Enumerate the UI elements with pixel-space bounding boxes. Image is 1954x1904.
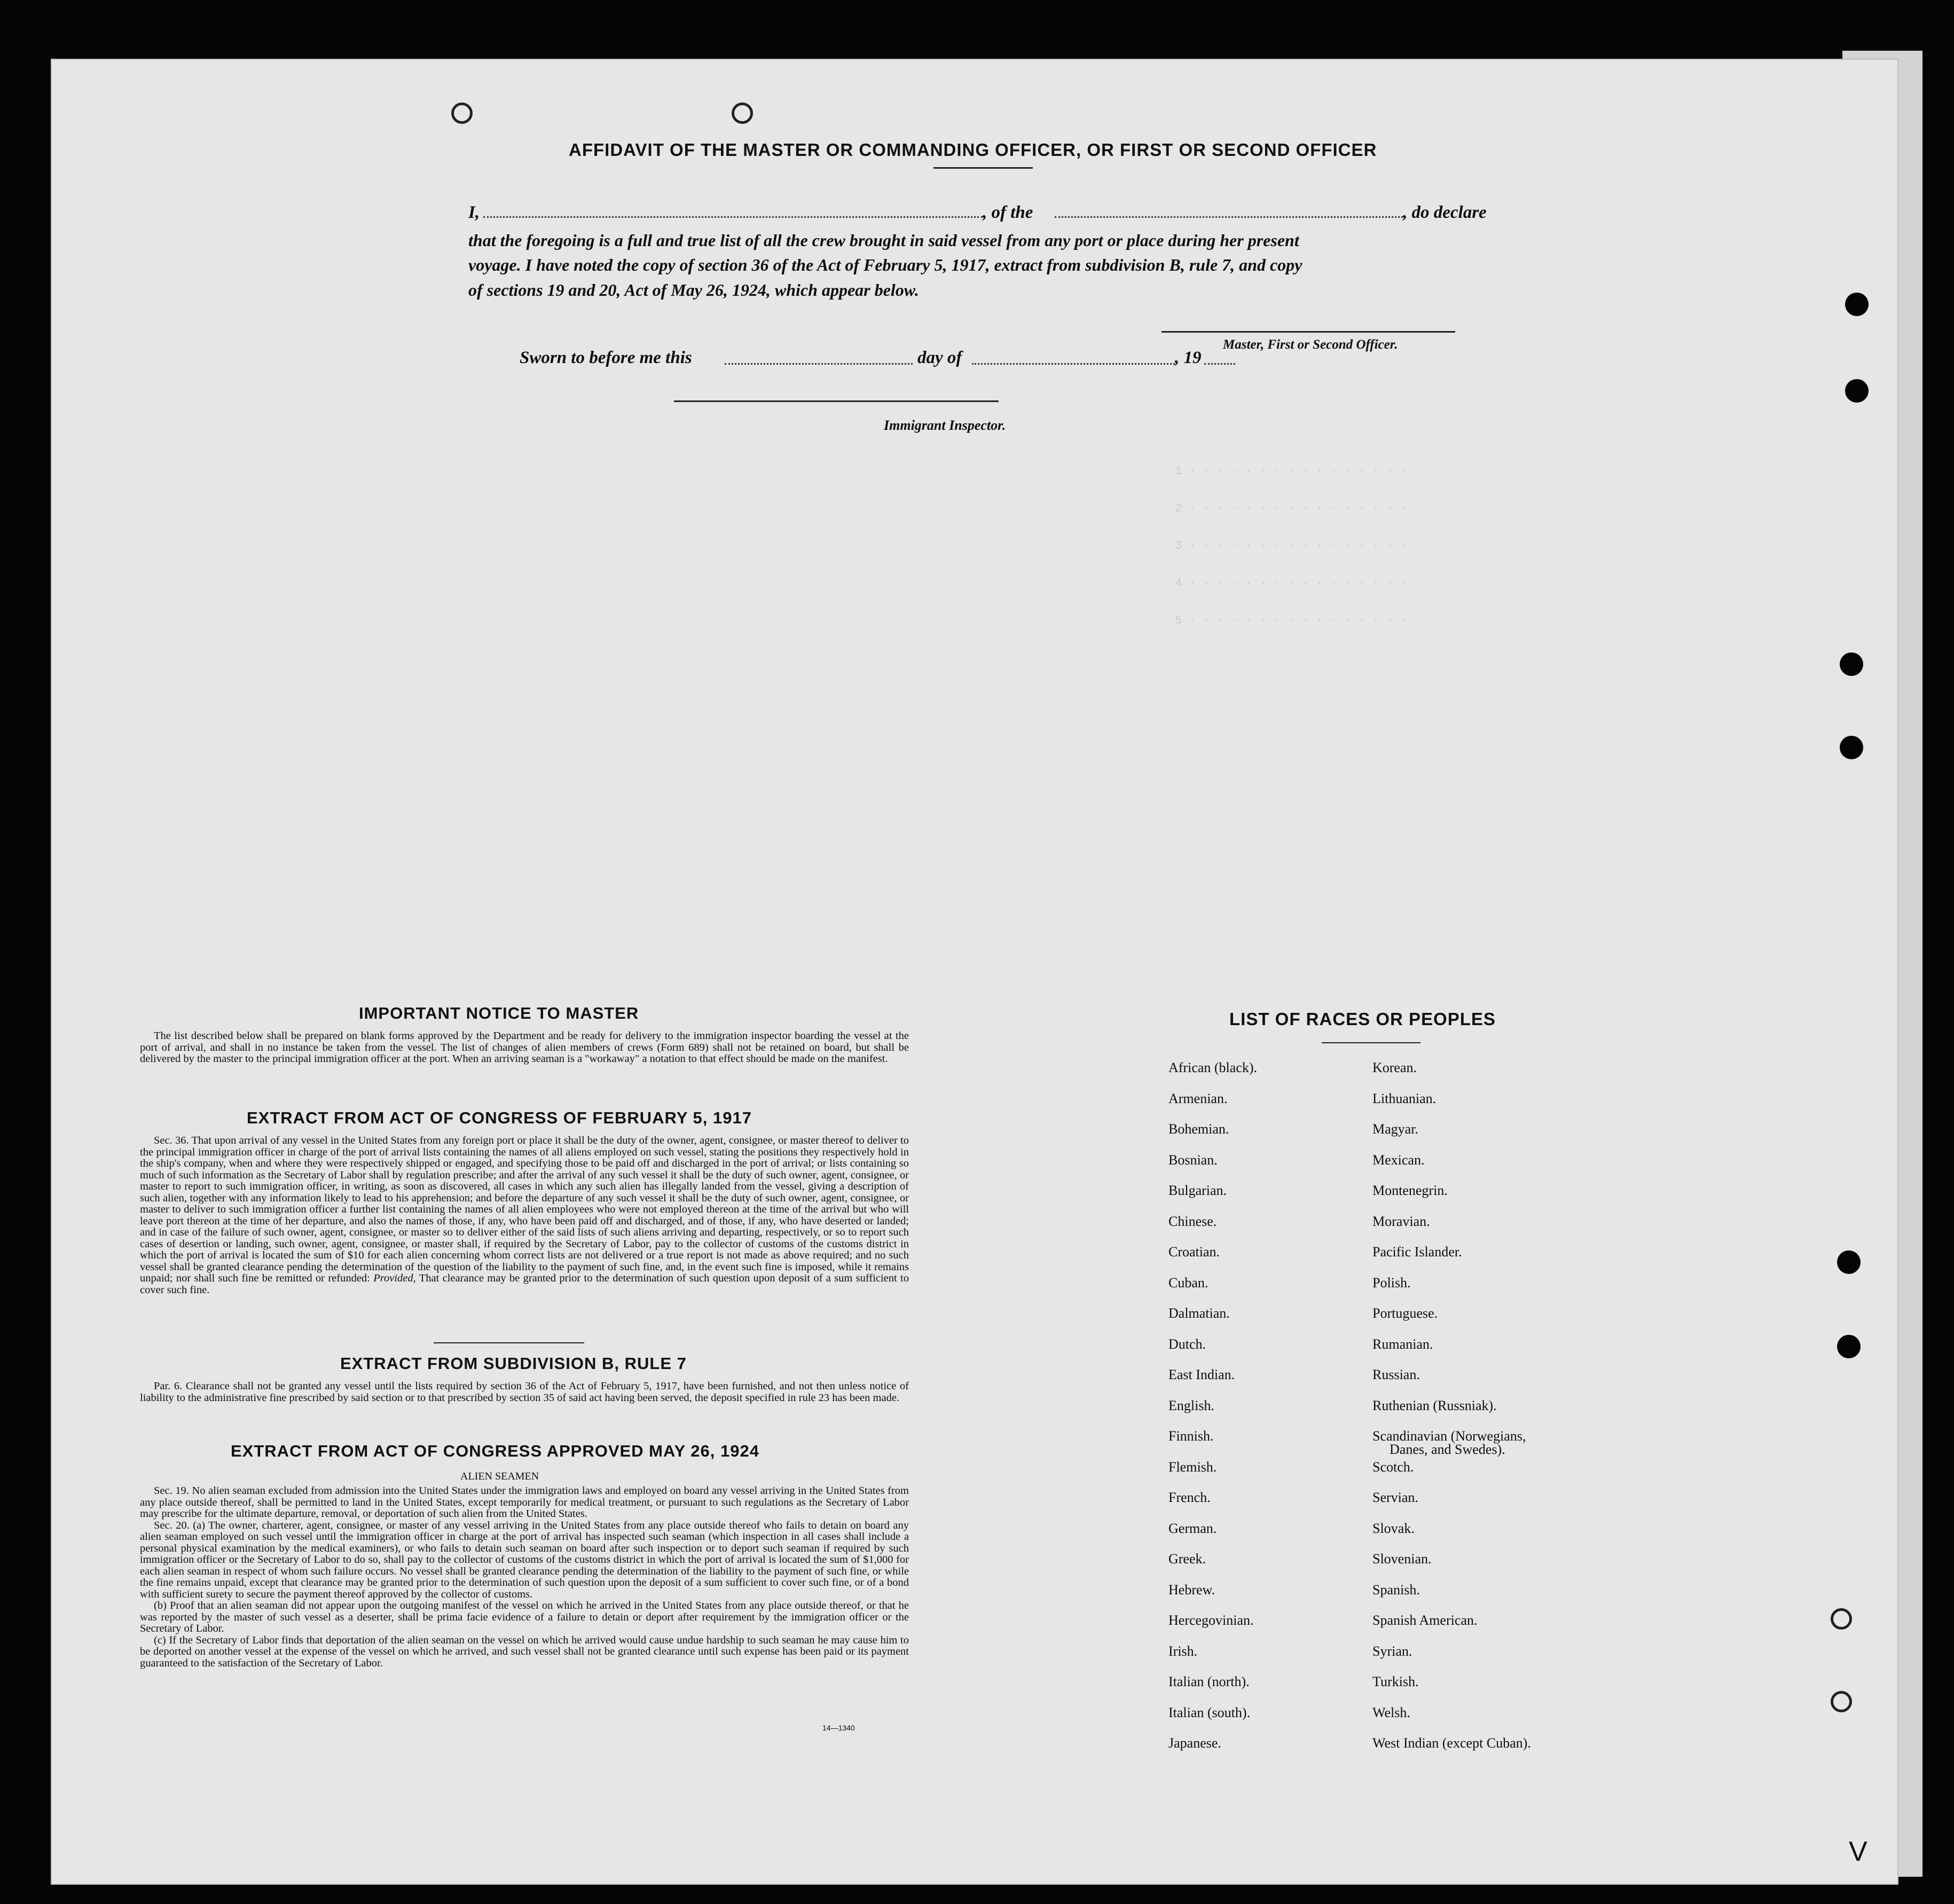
race-item: Scandinavian (Norwegians, xyxy=(1372,1428,1526,1444)
race-item: Greek. xyxy=(1168,1551,1206,1567)
race-item: Korean. xyxy=(1372,1060,1417,1075)
race-item: Bosnian. xyxy=(1168,1152,1218,1168)
race-item: Chinese. xyxy=(1168,1213,1217,1229)
race-item: French. xyxy=(1168,1490,1211,1505)
race-item: Magyar. xyxy=(1372,1121,1418,1137)
race-item: Russian. xyxy=(1372,1367,1420,1382)
race-item: Scotch. xyxy=(1372,1459,1414,1475)
master-name-field[interactable] xyxy=(483,216,983,218)
affidavit-do-declare: , do declare xyxy=(1403,203,1487,222)
race-item: Slovak. xyxy=(1372,1520,1415,1536)
sworn-prefix: Sworn to before me this xyxy=(520,348,692,367)
punch-hole xyxy=(1837,1250,1861,1274)
punch-hole xyxy=(1837,1335,1861,1358)
race-item: Montenegrin. xyxy=(1372,1183,1448,1198)
race-item: East Indian. xyxy=(1168,1367,1235,1382)
extract-rule7-title: EXTRACT FROM SUBDIVISION B, RULE 7 xyxy=(340,1354,687,1373)
provided-word: Provided, xyxy=(373,1272,416,1284)
notice-title: IMPORTANT NOTICE TO MASTER xyxy=(359,1004,639,1022)
extract-1917-text xyxy=(140,1135,909,1296)
race-item: Mexican. xyxy=(1372,1152,1425,1168)
extract-1917-title: EXTRACT FROM ACT OF CONGRESS OF FEBRUARY 5, 1917 xyxy=(247,1108,752,1127)
races-title: LIST OF RACES OR PEOPLES xyxy=(1229,1009,1496,1029)
inspector-label: Immigrant Inspector. xyxy=(884,418,1006,433)
race-item: Hercegovinian. xyxy=(1168,1612,1254,1628)
race-item: Slovenian. xyxy=(1372,1551,1432,1567)
notice-text: The list described below shall be prepared on blank forms approved by the Department and be ready for delivery to the immigration inspector boarding the vessel at the port of arrival, and shall in no instance be taken from the vessel. The list of changes of alien members of crews (Form 689) shall not be retained on board, but shall be delivered by the master to the principal immigration officer at the port. When an arriving seaman is a "workaway" a notation to that effect should be made on the manifest. xyxy=(140,1030,909,1065)
punch-hole xyxy=(1840,736,1863,759)
bleed-through-text: 4 · · · · · · · · · · · · · · · · xyxy=(1175,577,1408,590)
binder-hole-right xyxy=(732,103,753,124)
race-item: Japanese. xyxy=(1168,1735,1221,1751)
race-item: Lithuanian. xyxy=(1372,1090,1437,1106)
affidavit-title: AFFIDAVIT OF THE MASTER OR COMMANDING OFFICER, OR FIRST OR SECOND OFFICER xyxy=(569,140,1377,160)
sec20c-text: (c) If the Secretary of Labor finds that deportation of the alien seaman on the vessel on which he arrived would cause undue hardship to such seaman he may cause him to be deported on another vessel at the expense of the vessel on which he arrived, and such vessel shall not be granted clearance until such expense has been paid or its payment guaranteed to the satisfaction of the Secretary of Labor. xyxy=(140,1634,909,1669)
par6-label: Par. 6. xyxy=(154,1380,183,1392)
race-item: Rumanian. xyxy=(1372,1336,1433,1352)
vessel-name-field[interactable] xyxy=(1055,216,1403,218)
inspector-signature-line[interactable] xyxy=(674,400,999,402)
sec36-label: Sec. 36. xyxy=(154,1135,189,1146)
bleed-through-text: 2 · · · · · · · · · · · · · · · · xyxy=(1175,502,1408,515)
punch-hole xyxy=(1845,293,1869,316)
sec36-body-end: That clearance may be granted prior to the determination of such question upon deposit of a sum sufficient to cover such fine. xyxy=(140,1272,909,1296)
punch-hole-empty xyxy=(1831,1608,1852,1630)
master-signature-label: Master, First or Second Officer. xyxy=(1223,337,1398,352)
race-item: Italian (south). xyxy=(1168,1704,1251,1720)
race-item: Portuguese. xyxy=(1372,1305,1438,1321)
master-signature-line[interactable] xyxy=(1162,331,1455,333)
race-item: English. xyxy=(1168,1397,1214,1413)
form-number: 14—1340 xyxy=(822,1724,855,1732)
race-item: Hebrew. xyxy=(1168,1582,1215,1598)
race-item: Dalmatian. xyxy=(1168,1305,1230,1321)
affidavit-body-line-1: that the foregoing is a full and true list of all the crew brought in said vessel from any port or place during her present xyxy=(468,231,1299,250)
sworn-year-prefix: , 19 xyxy=(1175,348,1202,367)
race-item: Armenian. xyxy=(1168,1090,1228,1106)
race-item: Servian. xyxy=(1372,1490,1418,1505)
race-item: Bulgarian. xyxy=(1168,1183,1227,1198)
affidavit-body-line-2: voyage. I have noted the copy of section 36 of the Act of February 5, 1917, extract from subdivision B, rule 7, and copy xyxy=(468,255,1302,274)
sworn-day-of: day of xyxy=(917,348,962,367)
sec20a-text: Sec. 20. (a) The owner, charterer, agent, consignee, or master of any vessel arriving in the United States from any place outside thereof who fails to detain on board any alien seaman employed on such vessel until the immigration officer in charge at the port of arrival has inspected such seaman (which inspection in all cases shall include a personal physical examination by the medical examiners), or who fails to detain such seaman on board after such inspection or to deport such seaman if required by such immigration officer or the Secretary of Labor to do so, shall pay to the collector of customs of the customs district in which the port of arrival is located the sum of $1,000 for each alien seaman in respect of whom such failure occurs. No vessel shall be granted clearance pending the determination of the liability to the payment of such fine, or while the fine remains unpaid, except that clearance may be granted prior to the determination of such question upon the deposit of a sum sufficient to cover such fine, or of a bond with sufficient surety to secure the payment thereof approved by the collector of customs. xyxy=(140,1519,909,1600)
par6-body: Clearance shall not be granted any vessel until the lists required by section 36 of the Act of February 5, 1917, have been furnished, and not then unless notice of liability to the administrative fine prescribed by said section or to that prescribed by section 35 of said act having been served, the deposit specified in rule 23 has been made. xyxy=(140,1380,909,1404)
affidavit-of-the: , of the xyxy=(983,203,1033,222)
sec36-body: That upon arrival of any vessel in the United States from any foreign port or place it shall be the duty of the owner, agent, consignee, or master thereof to deliver to the principal immigration officer in charge of the port of arrival lists containing the names of all aliens employed on such vessel, stating the positions they respectively hold in the ship's company, when and where they were respectively shipped or engaged, and specifying those to be paid off and discharged in the port of arrival; or lists containing so much of such information as the Secretary of Labor shall by regulation prescribe; and after the arrival of any such vessel it shall be the duty of such owner, agent, consignee, or master to report to such immigration officer, in writing, as soon as discovered, all cases in which any such alien has illegally landed from the vessel, giving a description of such alien, together with any information likely to lead to his apprehension; and before the departure of any such vessel it shall be the duty of such owner, agent, consignee, or master to deliver to such immigration officer a further list containing the names of all alien employees who were not employed thereon at the time of the arrival but who will leave port thereon at the time of her departure, and also the names of those, if any, who have been paid off and discharged, and of those, if any, who have deserted or landed; and in case of the failure of such owner, agent, consignee, or master so to deliver either of the said lists of such aliens arriving and departing, respectively, or so to report such cases of desertion or landing, such owner, agent, consignee, or master shall, if required by the Secretary of Labor, pay to the collector of customs of the customs district in which the port of arrival is located the sum of $10 for each alien concerning whom correct lists are not delivered or a true report is not made as above required; and no such vessel shall be granted clearance pending the determination of the question of the liability to the payment of such fine, and, in the event such fine is imposed, while it remains unpaid; nor shall such fine be remitted or refunded: xyxy=(140,1135,909,1284)
punch-hole xyxy=(1840,652,1863,676)
affidavit-i: I, xyxy=(468,203,480,222)
race-item: Spanish American. xyxy=(1372,1612,1478,1628)
title-rule xyxy=(933,167,1033,169)
affidavit-body-line-3: of sections 19 and 20, Act of May 26, 1924, which appear below. xyxy=(468,280,919,300)
punch-hole xyxy=(1845,379,1869,403)
race-item: German. xyxy=(1168,1520,1217,1536)
margin-check-mark: V xyxy=(1849,1836,1867,1867)
punch-hole-empty xyxy=(1831,1691,1852,1712)
race-item: Pacific Islander. xyxy=(1372,1244,1462,1260)
race-item: Syrian. xyxy=(1372,1643,1412,1659)
sec20b-text: (b) Proof that an alien seaman did not appear upon the outgoing manifest of the vessel on which he arrived in the United States from any place outside thereof, or that he was reported by the master of such vessel as a deserter, shall be prima facie evidence of a failure to detain or deport after requirement by the immigration officer or the Secretary of Labor. xyxy=(140,1600,909,1634)
race-item: Finnish. xyxy=(1168,1428,1214,1444)
race-item: Welsh. xyxy=(1372,1704,1410,1720)
sworn-day-field[interactable] xyxy=(725,363,913,365)
bleed-through-text: 5 · · · · · · · · · · · · · · · · xyxy=(1175,614,1408,627)
race-item: Polish. xyxy=(1372,1274,1411,1291)
race-item: Flemish. xyxy=(1168,1459,1217,1475)
race-item: Dutch. xyxy=(1168,1336,1206,1352)
extract-1924-body xyxy=(140,1485,909,1669)
race-item-continuation: Danes, and Swedes). xyxy=(1390,1442,1505,1457)
race-item: Croatian. xyxy=(1168,1244,1220,1260)
race-item: Turkish. xyxy=(1372,1674,1419,1689)
race-item: West Indian (except Cuban). xyxy=(1372,1735,1531,1751)
race-item: African (black). xyxy=(1168,1060,1258,1075)
race-item: Irish. xyxy=(1168,1643,1198,1659)
section-divider xyxy=(434,1342,584,1343)
bleed-through-text: 1 · · · · · · · · · · · · · · · · xyxy=(1175,465,1408,478)
extract-1924-title: EXTRACT FROM ACT OF CONGRESS APPROVED MAY 26, 1924 xyxy=(231,1442,759,1460)
sec19-text: Sec. 19. No alien seaman excluded from admission into the United States under the immigration laws and employed on board any vessel arriving in the United States from any place outside thereof, shall be permitted to land in the United States, except temporarily for medical treatment, or pursuant to such regulations as the Secretary of Labor may prescribe for the ultimate departure, removal, or deportation of such alien from the United States. xyxy=(140,1485,909,1520)
alien-seamen-subtitle: ALIEN SEAMEN xyxy=(460,1470,539,1482)
race-item: Ruthenian (Russniak). xyxy=(1372,1397,1497,1413)
race-item: Cuban. xyxy=(1168,1274,1209,1291)
race-item: Moravian. xyxy=(1372,1213,1430,1229)
race-item: Spanish. xyxy=(1372,1582,1420,1598)
sworn-month-field[interactable] xyxy=(972,363,1175,365)
extract-rule7-text xyxy=(140,1381,909,1404)
race-item: Italian (north). xyxy=(1168,1674,1250,1689)
race-item: Bohemian. xyxy=(1168,1121,1229,1137)
bleed-through-text: 3 · · · · · · · · · · · · · · · · xyxy=(1175,539,1408,553)
binder-hole-left xyxy=(451,103,473,124)
sworn-year-field[interactable] xyxy=(1204,363,1235,365)
races-title-rule xyxy=(1322,1042,1421,1043)
